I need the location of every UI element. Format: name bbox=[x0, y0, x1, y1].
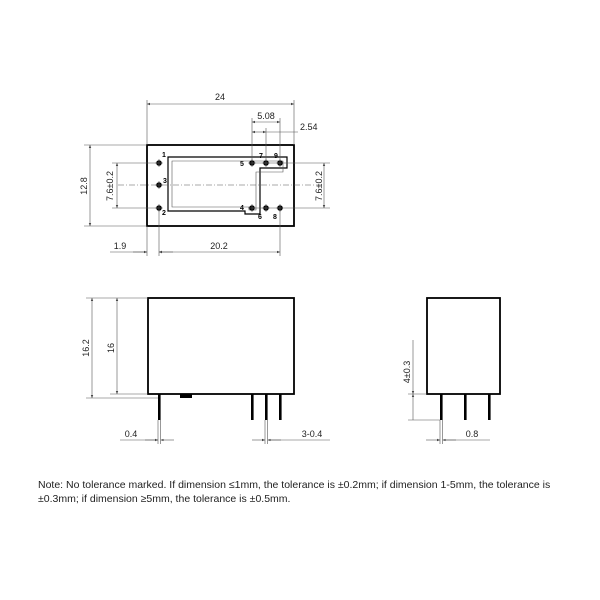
dim-pin-span: 20.2 bbox=[210, 241, 228, 251]
front-pin-3 bbox=[279, 394, 282, 420]
top-view-inner-outline bbox=[168, 157, 287, 214]
dim-overall-width: 24 bbox=[214, 92, 226, 102]
dim-pin-pitch: 2.54 bbox=[300, 122, 318, 132]
front-pin-2 bbox=[265, 394, 268, 420]
dim-body-height: 16 bbox=[106, 342, 116, 354]
pin-label-5: 5 bbox=[240, 161, 244, 168]
dim-side-pin-width: 0.8 bbox=[465, 429, 479, 439]
tolerance-note: Note: No tolerance marked. If dimension ≤1mm, the tolerance is ±0.2mm; if dimension 1-5mm, the tolerance is ±0.3mm; if dimension ≥5mm, the tolerance is ±0.5mm. bbox=[38, 479, 551, 505]
pin-label-4: 4 bbox=[240, 205, 244, 212]
dim-pin-thickness: 3-0.4 bbox=[301, 429, 323, 439]
top-view bbox=[79, 92, 330, 256]
dim-total-height: 16.2 bbox=[81, 339, 91, 357]
dim-offset: 1.9 bbox=[113, 241, 127, 251]
dim-pin-length: 4±0.3 bbox=[402, 360, 412, 384]
front-pin-left bbox=[158, 394, 161, 420]
pin-label-6: 6 bbox=[258, 214, 262, 221]
front-view bbox=[81, 298, 330, 444]
pin-label-2: 2 bbox=[162, 210, 166, 217]
front-pin-1 bbox=[251, 394, 254, 420]
side-view-body bbox=[427, 298, 500, 394]
side-pin-1 bbox=[440, 394, 443, 420]
side-pin-3 bbox=[488, 394, 491, 420]
side-pin-2 bbox=[464, 394, 467, 420]
pin-label-1: 1 bbox=[162, 152, 166, 159]
side-view bbox=[402, 298, 500, 444]
front-view-body bbox=[148, 298, 294, 394]
dim-row-spacing-right: 7.6±0.2 bbox=[314, 171, 324, 201]
pin-label-7: 7 bbox=[259, 153, 263, 160]
front-view-base-step bbox=[180, 394, 192, 398]
dim-front-pin-width: 0.4 bbox=[124, 429, 138, 439]
dim-height: 12.8 bbox=[79, 177, 89, 195]
pin-label-8: 8 bbox=[273, 214, 277, 221]
pin-label-9: 9 bbox=[274, 153, 278, 160]
dim-pin-spacing: 5.08 bbox=[257, 111, 275, 121]
pin-marks bbox=[155, 159, 284, 212]
pin-label-3: 3 bbox=[163, 178, 167, 185]
dim-row-spacing-left: 7.6±0.2 bbox=[105, 171, 115, 201]
